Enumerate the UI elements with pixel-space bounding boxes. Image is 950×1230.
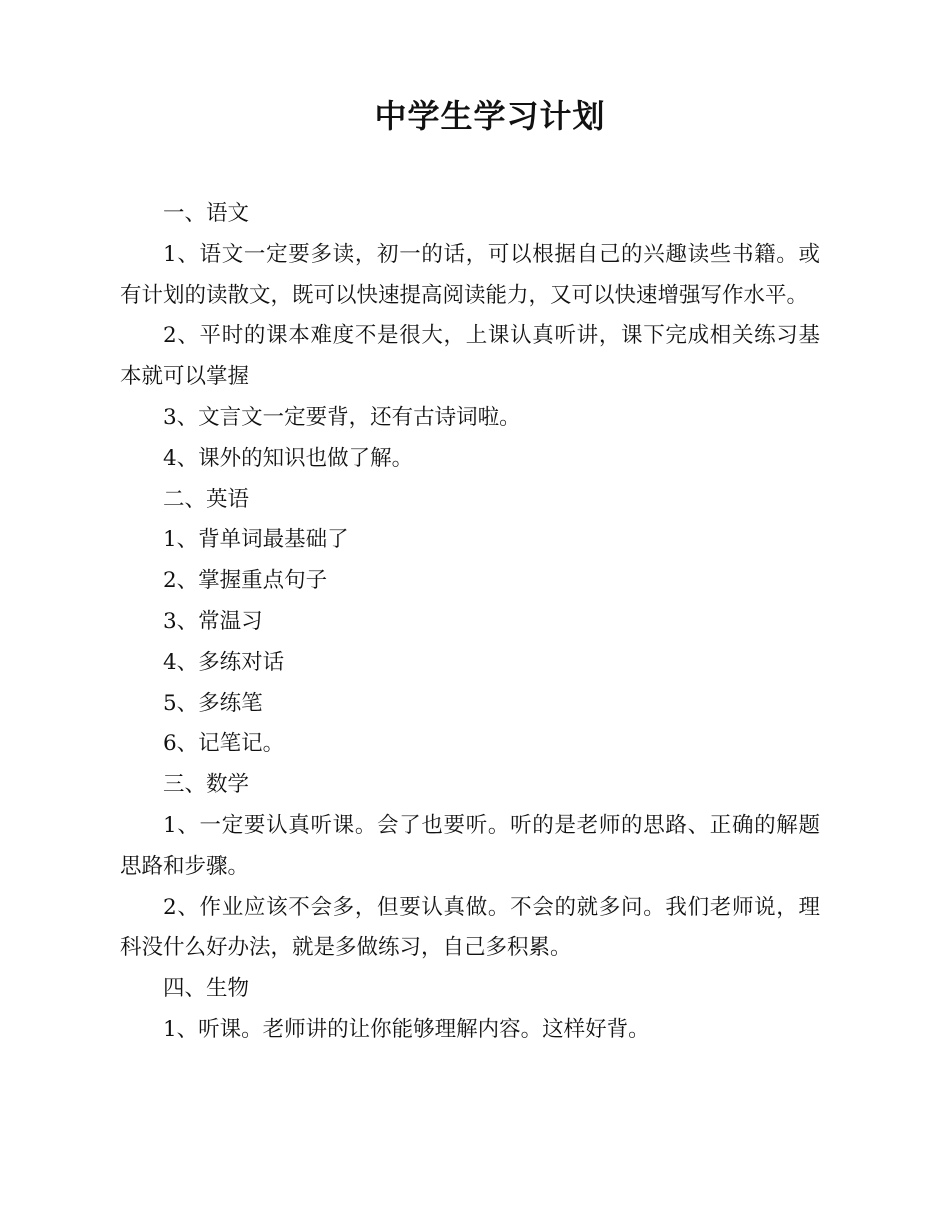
paragraph: 3、文言文一定要背，还有古诗词啦。: [163, 404, 521, 430]
document-title: 中学生学习计划: [374, 97, 606, 135]
document-body: [120, 194, 820, 1051]
paragraph: 2、作业应该不会多，但要认真做。不会的就多问。我们老师说，理科没什么好办法，就是多做练习，自己多积累。: [120, 894, 820, 961]
section-heading-math: 三、数学: [163, 772, 250, 798]
paragraph: 2、平时的课本难度不是很大，上课认真听讲，课下完成相关练习基本就可以掌握: [120, 323, 820, 390]
list-item: 1、背单词最基础了: [163, 527, 349, 553]
list-item: 4、多练对话: [163, 649, 285, 675]
paragraph: 1、语文一定要多读，初一的话，可以根据自己的兴趣读些书籍。或有计划的读散文，既可以快速提高阅读能力，又可以快速增强写作水平。: [120, 241, 820, 308]
section-heading-biology: 四、生物: [163, 976, 250, 1002]
paragraph: 1、一定要认真听课。会了也要听。听的是老师的思路、正确的解题思路和步骤。: [120, 812, 820, 879]
list-item: 3、常温习: [163, 608, 263, 634]
paragraph: 4、课外的知识也做了解。: [163, 445, 414, 471]
paragraph: 1、听课。老师讲的让你能够理解内容。这样好背。: [163, 1016, 650, 1042]
section-heading-english: 二、英语: [163, 486, 250, 512]
list-item: 2、掌握重点句子: [163, 568, 328, 594]
section-heading-chinese: 一、语文: [163, 201, 250, 226]
list-item: 5、多练笔: [163, 690, 263, 716]
list-item: 6、记笔记。: [163, 731, 285, 757]
